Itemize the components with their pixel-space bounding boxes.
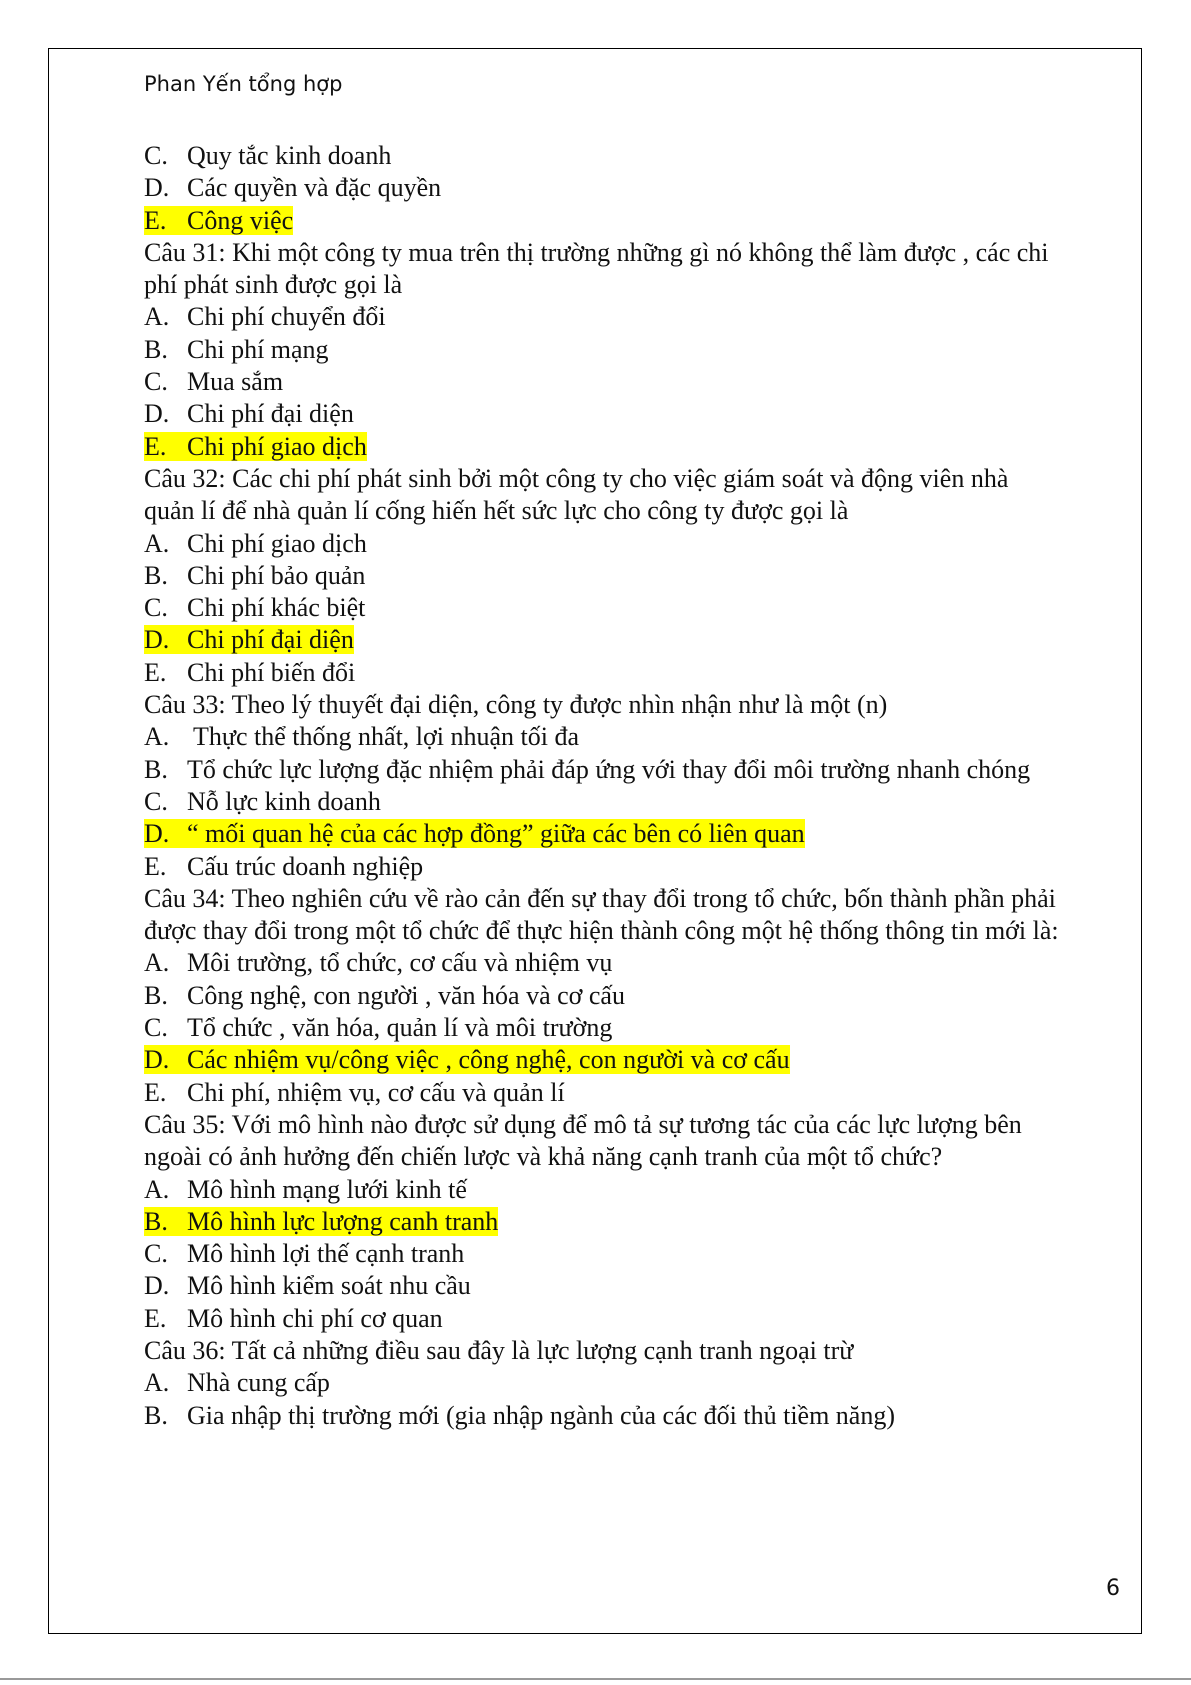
option-line-answer: D. Các nhiệm vụ/công việc , công nghệ, con người và cơ cấu — [144, 1045, 790, 1075]
question-32: Câu 32: Các chi phí phát sinh bởi một công ty cho việc giám soát và động viên nhà quản lí để nhà quản lí cống hiến hết sức lực cho công ty được gọi là — [144, 463, 1009, 526]
option-line: B. Công nghệ, con người , văn hóa và cơ cấu — [144, 980, 625, 1010]
option-line: E. Mô hình chi phí cơ quan — [144, 1303, 443, 1333]
option-line: A. Thực thể thống nhất, lợi nhuận tối đa — [144, 722, 580, 752]
option-line: D. Các quyền và đặc quyền — [144, 173, 442, 203]
question-34: Câu 34: Theo nghiên cứu về rào cản đến sự thay đổi trong tổ chức, bốn thành phần phải được thay đổi trong một tổ chức để thực hiện thành công một hệ thống thông tin mới là: — [144, 883, 1059, 946]
page-header: Phan Yến tổng hợp — [144, 72, 343, 96]
option-line: B. Tổ chức lực lượng đặc nhiệm phải đáp ứng với thay đổi môi trường nhanh chóng — [144, 754, 1031, 784]
bottom-divider — [0, 1678, 1191, 1680]
option-line: A. Nhà cung cấp — [144, 1368, 330, 1398]
option-line-answer: D. Chi phí đại diện — [144, 625, 354, 655]
option-line: A. Chi phí giao dịch — [144, 528, 367, 558]
option-line: D. Chi phí đại diện — [144, 399, 354, 429]
option-line: C. Nỗ lực kinh doanh — [144, 786, 381, 816]
option-line: C. Mô hình lợi thế cạnh tranh — [144, 1239, 465, 1269]
option-line-answer: E. Công việc — [144, 205, 294, 235]
question-35: Câu 35: Với mô hình nào được sử dụng để mô tả sự tương tác của các lực lượng bên ngoài có ảnh hưởng đến chiến lược và khả năng cạnh tranh của một tổ chức? — [144, 1109, 1022, 1172]
option-line-answer: D. “ mối quan hệ của các hợp đồng” giữa các bên có liên quan — [144, 819, 805, 849]
question-33: Câu 33: Theo lý thuyết đại diện, công ty được nhìn nhận như là một (n) — [144, 690, 888, 720]
option-line: C. Mua sắm — [144, 367, 284, 397]
option-line: D. Mô hình kiểm soát nhu cầu — [144, 1271, 471, 1301]
question-36: Câu 36: Tất cả những điều sau đây là lực lượng cạnh tranh ngoại trừ — [144, 1335, 854, 1365]
option-line: E. Chi phí biến đổi — [144, 657, 356, 687]
option-line: E. Chi phí, nhiệm vụ, cơ cấu và quản lí — [144, 1077, 565, 1107]
option-line: C. Chi phí khác biệt — [144, 593, 366, 623]
page-number: 6 — [1106, 1576, 1120, 1601]
option-line: A. Mô hình mạng lưới kinh tế — [144, 1174, 467, 1204]
question-31: Câu 31: Khi một công ty mua trên thị trường những gì nó không thể làm được , các chi phí phát sinh được gọi là — [144, 237, 1049, 300]
option-line-answer: E. Chi phí giao dịch — [144, 431, 367, 461]
option-line: B. Chi phí bảo quản — [144, 560, 366, 590]
option-line: E. Cấu trúc doanh nghiệp — [144, 851, 424, 881]
option-line: B. Gia nhập thị trường mới (gia nhập ngành của các đối thủ tiềm năng) — [144, 1400, 896, 1430]
option-line-answer: B. Mô hình lực lượng canh tranh — [144, 1206, 499, 1236]
option-line: C. Quy tắc kinh doanh — [144, 141, 392, 170]
option-line: A. Môi trường, tổ chức, cơ cấu và nhiệm vụ — [144, 948, 613, 978]
option-line: B. Chi phí mạng — [144, 334, 329, 364]
option-line: C. Tổ chức , văn hóa, quản lí và môi trường — [144, 1013, 613, 1043]
document-body — [144, 140, 1064, 1432]
option-line: A. Chi phí chuyển đổi — [144, 302, 386, 332]
